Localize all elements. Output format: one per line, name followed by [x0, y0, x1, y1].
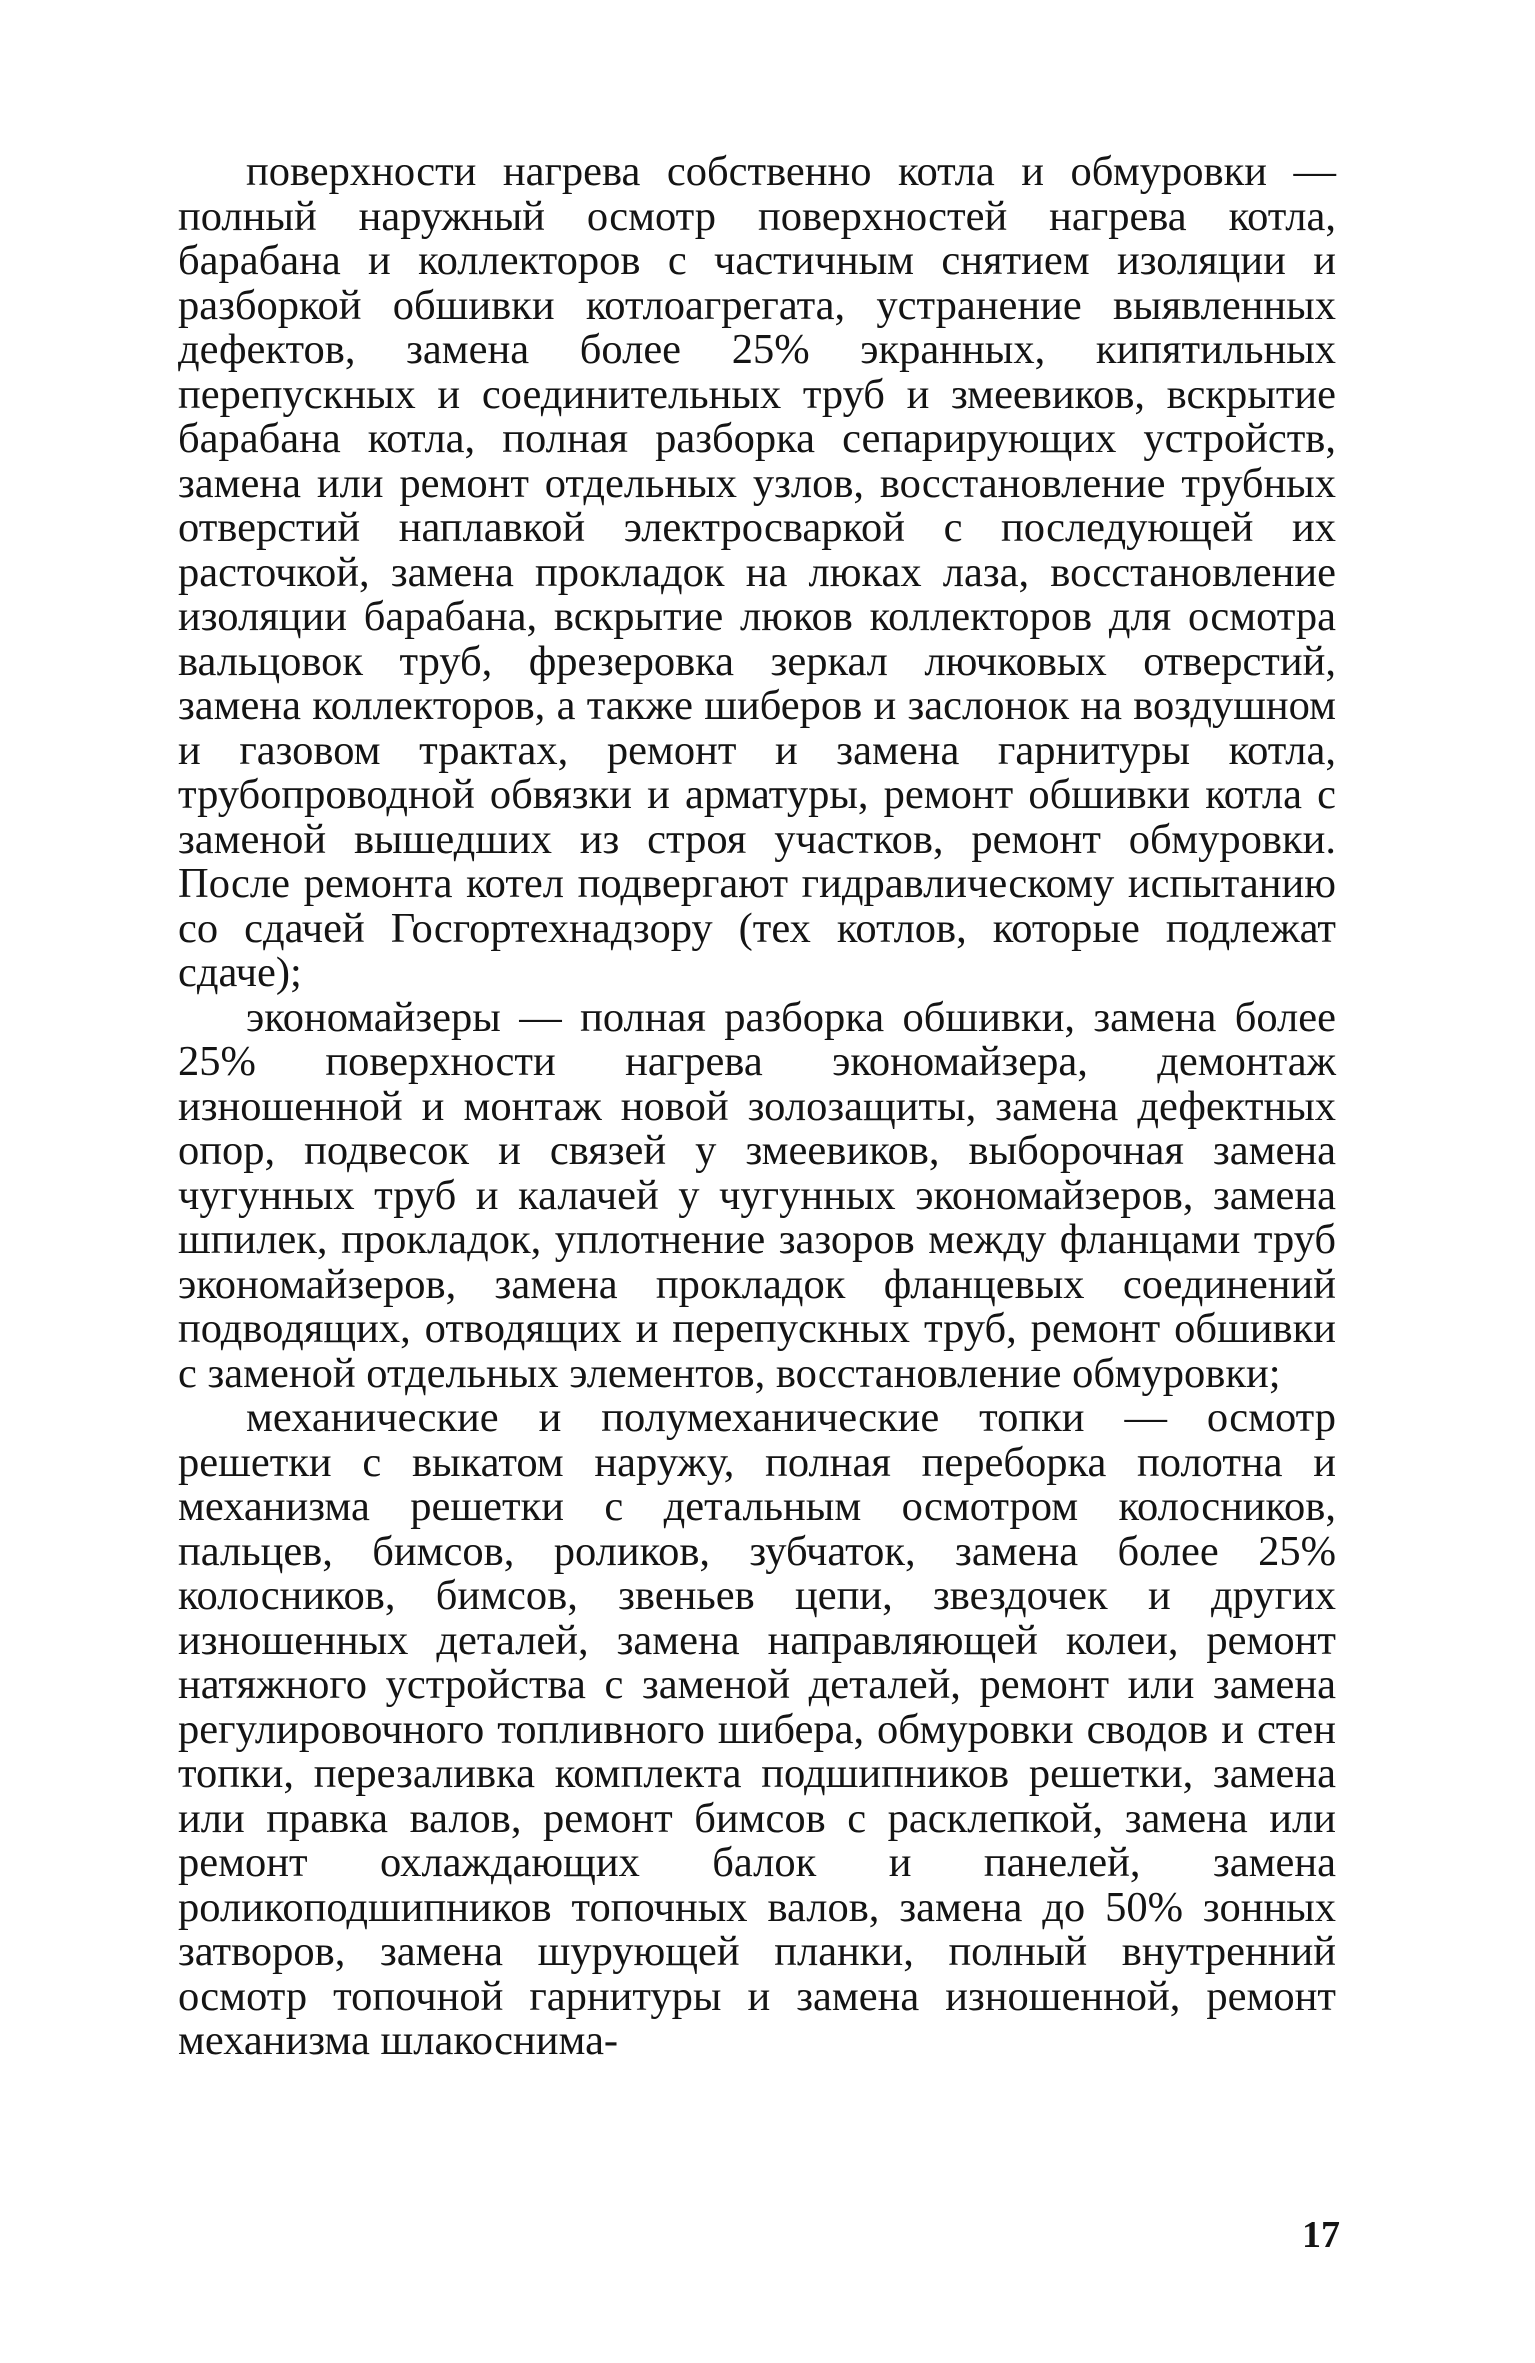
page-number: 17 [1302, 2214, 1340, 2256]
body-text [178, 150, 1336, 2064]
paragraph-boiler-heating-surfaces: поверхности нагрева собственно котла и обмуровки — полный наружный осмотр поверхностей нагрева котла, барабана и коллекторов с частичным снятием изоляции и разборкой обшивки котлоагрегата, устранение выявленных дефектов, замена более 25% экранных, кипятильных перепускных и соединительных труб и змеевиков, вскрытие барабана котла, полная разборка сепарирующих устройств, замена или ремонт отдельных узлов, восстановление трубных отверстий наплавкой электросваркой с последующей их расточкой, замена прокладок на люках лаза, восстановление изоляции барабана, вскрытие люков коллекторов для осмотра вальцовок труб, фрезеровка зеркал лючковых отверстий, замена коллекторов, а также шиберов и заслонок на воздушном и газовом трактах, ремонт и замена гарнитуры котла, трубопроводной обвязки и арматуры, ремонт обшивки котла с заменой вышедших из строя участков, ремонт обмуровки. После ремонта котел подвергают гидравлическому испытанию со сдачей Госгортехнадзору (тех котлов, которые подлежат сдаче); [178, 148, 1336, 996]
paragraph-economizers: экономайзеры — полная разборка обшивки, замена более 25% поверхности нагрева экономайзера, демонтаж изношенной и монтаж новой золозащиты, замена дефектных опор, подвесок и связей у змеевиков, выборочная замена чугунных труб и калачей у чугунных экономайзеров, замена шпилек, прокладок, уплотнение зазоров между фланцами труб экономайзеров, замена прокладок фланцевых соединений подводящих, отводящих и перепускных труб, ремонт обшивки с заменой отдельных элементов, восстановление обмуровки; [178, 993, 1336, 1397]
paragraph-mechanical-furnaces: механические и полумеханические топки — осмотр решетки с выкатом наружу, полная переборка полотна и механизма решетки с детальным осмотром колосников, пальцев, бимсов, роликов, зубчаток, замена более 25% колосников, бимсов, звеньев цепи, звездочек и других изношенных деталей, замена направляющей колеи, ремонт натяжного устройства с заменой деталей, ремонт или замена регулировочного топливного шибера, обмуровки сводов и стен топки, перезаливка комплекта подшипников решетки, замена или правка валов, ремонт бимсов с расклепкой, замена или ремонт охлаждающих балок и панелей, замена роликоподшипников топочных валов, замена до 50% зонных затворов, замена шурующей планки, полный внутренний осмотр топочной гарнитуры и замена изношенной, ремонт механизма шлакоснима- [178, 1394, 1336, 2064]
